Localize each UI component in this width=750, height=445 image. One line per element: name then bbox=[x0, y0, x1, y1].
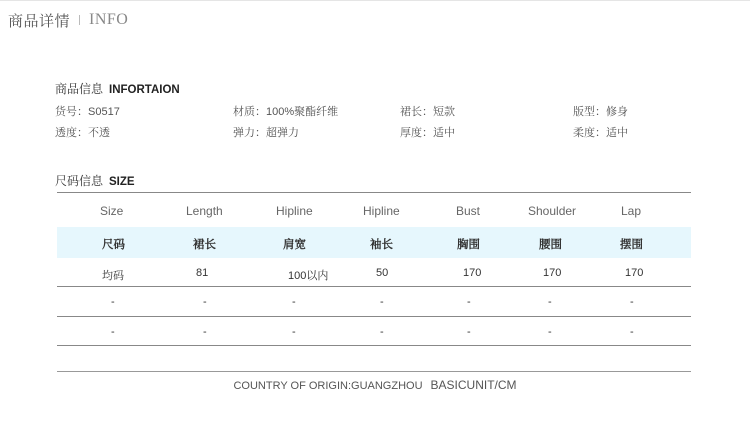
table-cell: - bbox=[380, 296, 384, 308]
basic-unit: BASICUNIT/CM bbox=[430, 378, 517, 392]
info-label: 材质： bbox=[233, 106, 266, 118]
col-header-cn: 袖长 bbox=[370, 239, 393, 251]
header-title-cn: 商品详情 bbox=[8, 12, 71, 30]
col-header-cn: 肩宽 bbox=[283, 239, 306, 251]
table-cell: - bbox=[380, 326, 384, 338]
col-header: Bust bbox=[456, 204, 481, 218]
info-item-skirt-length bbox=[400, 103, 455, 119]
table-cell: 100以内 bbox=[288, 270, 329, 282]
table-cell: - bbox=[548, 296, 552, 308]
col-header: Hipline bbox=[363, 204, 400, 218]
table-row bbox=[57, 287, 691, 316]
info-label: 厚度： bbox=[400, 127, 433, 139]
col-header: Size bbox=[100, 204, 124, 218]
country-of-origin: COUNTRY OF ORIGIN:GUANGZHOU bbox=[233, 380, 423, 392]
product-info-title-cn: 商品信息 bbox=[55, 82, 104, 96]
table-row bbox=[57, 317, 691, 345]
product-info-title-en: INFORTAION bbox=[109, 84, 180, 96]
info-value: S0517 bbox=[88, 106, 120, 118]
col-header: Lap bbox=[621, 204, 642, 218]
table-header-row-cn bbox=[57, 227, 691, 258]
col-header: Hipline bbox=[276, 204, 313, 218]
table-cell: 50 bbox=[376, 267, 389, 279]
col-header-cn: 腰围 bbox=[539, 239, 562, 251]
table-cell: - bbox=[203, 326, 207, 338]
header-title-en: INFO bbox=[89, 11, 129, 28]
info-item-material bbox=[233, 103, 338, 119]
info-label: 版型： bbox=[573, 106, 606, 118]
info-label: 货号： bbox=[55, 106, 88, 118]
table-cell: - bbox=[467, 296, 471, 308]
table-cell: 170 bbox=[463, 267, 482, 279]
top-divider bbox=[0, 0, 750, 1]
info-item-transparency bbox=[55, 124, 110, 140]
table-header-row-en bbox=[57, 192, 691, 227]
header-separator bbox=[79, 15, 80, 25]
info-value: 超弹力 bbox=[266, 127, 299, 139]
size-info-title-en: SIZE bbox=[109, 176, 135, 188]
table-cell: - bbox=[292, 326, 296, 338]
table-cell: - bbox=[467, 326, 471, 338]
info-value: 短款 bbox=[433, 106, 455, 118]
size-info-title bbox=[55, 172, 135, 189]
info-item-sku bbox=[55, 103, 120, 119]
table-cell: - bbox=[203, 296, 207, 308]
col-header: Shoulder bbox=[528, 204, 577, 218]
table-bottom-rule bbox=[57, 345, 691, 346]
info-label: 柔度： bbox=[573, 127, 606, 139]
info-value: 100%聚酯纤维 bbox=[266, 106, 339, 118]
col-header-cn: 尺码 bbox=[102, 239, 125, 251]
info-value: 修身 bbox=[606, 106, 628, 118]
footer-rule bbox=[57, 371, 691, 372]
product-info-title bbox=[55, 80, 180, 97]
table-cell: - bbox=[292, 296, 296, 308]
size-info-title-cn: 尺码信息 bbox=[55, 174, 104, 188]
info-item-softness bbox=[573, 124, 628, 140]
info-label: 透度： bbox=[55, 127, 88, 139]
info-value: 适中 bbox=[606, 127, 628, 139]
table-cell: - bbox=[111, 296, 115, 308]
info-label: 弹力： bbox=[233, 127, 266, 139]
info-value: 适中 bbox=[433, 127, 455, 139]
product-info-grid bbox=[55, 103, 695, 143]
info-value: 不透 bbox=[88, 127, 110, 139]
col-header-cn: 胸围 bbox=[457, 239, 480, 251]
table-cell: 170 bbox=[543, 267, 562, 279]
info-item-elasticity bbox=[233, 124, 299, 140]
col-header-cn: 摆围 bbox=[620, 239, 643, 251]
col-header-cn: 裙长 bbox=[193, 239, 216, 251]
info-item-fit bbox=[573, 103, 628, 119]
table-row bbox=[57, 258, 691, 286]
table-cell: - bbox=[630, 326, 634, 338]
page-header bbox=[8, 10, 128, 30]
table-cell: - bbox=[630, 296, 634, 308]
table-cell: - bbox=[548, 326, 552, 338]
info-item-thickness bbox=[400, 124, 455, 140]
info-label: 裙长： bbox=[400, 106, 433, 118]
table-cell: 81 bbox=[196, 267, 209, 279]
table-cell: 170 bbox=[625, 267, 644, 279]
footer-note bbox=[0, 378, 750, 392]
col-header: Length bbox=[186, 204, 223, 218]
table-cell: 均码 bbox=[102, 270, 124, 282]
table-cell: - bbox=[111, 326, 115, 338]
